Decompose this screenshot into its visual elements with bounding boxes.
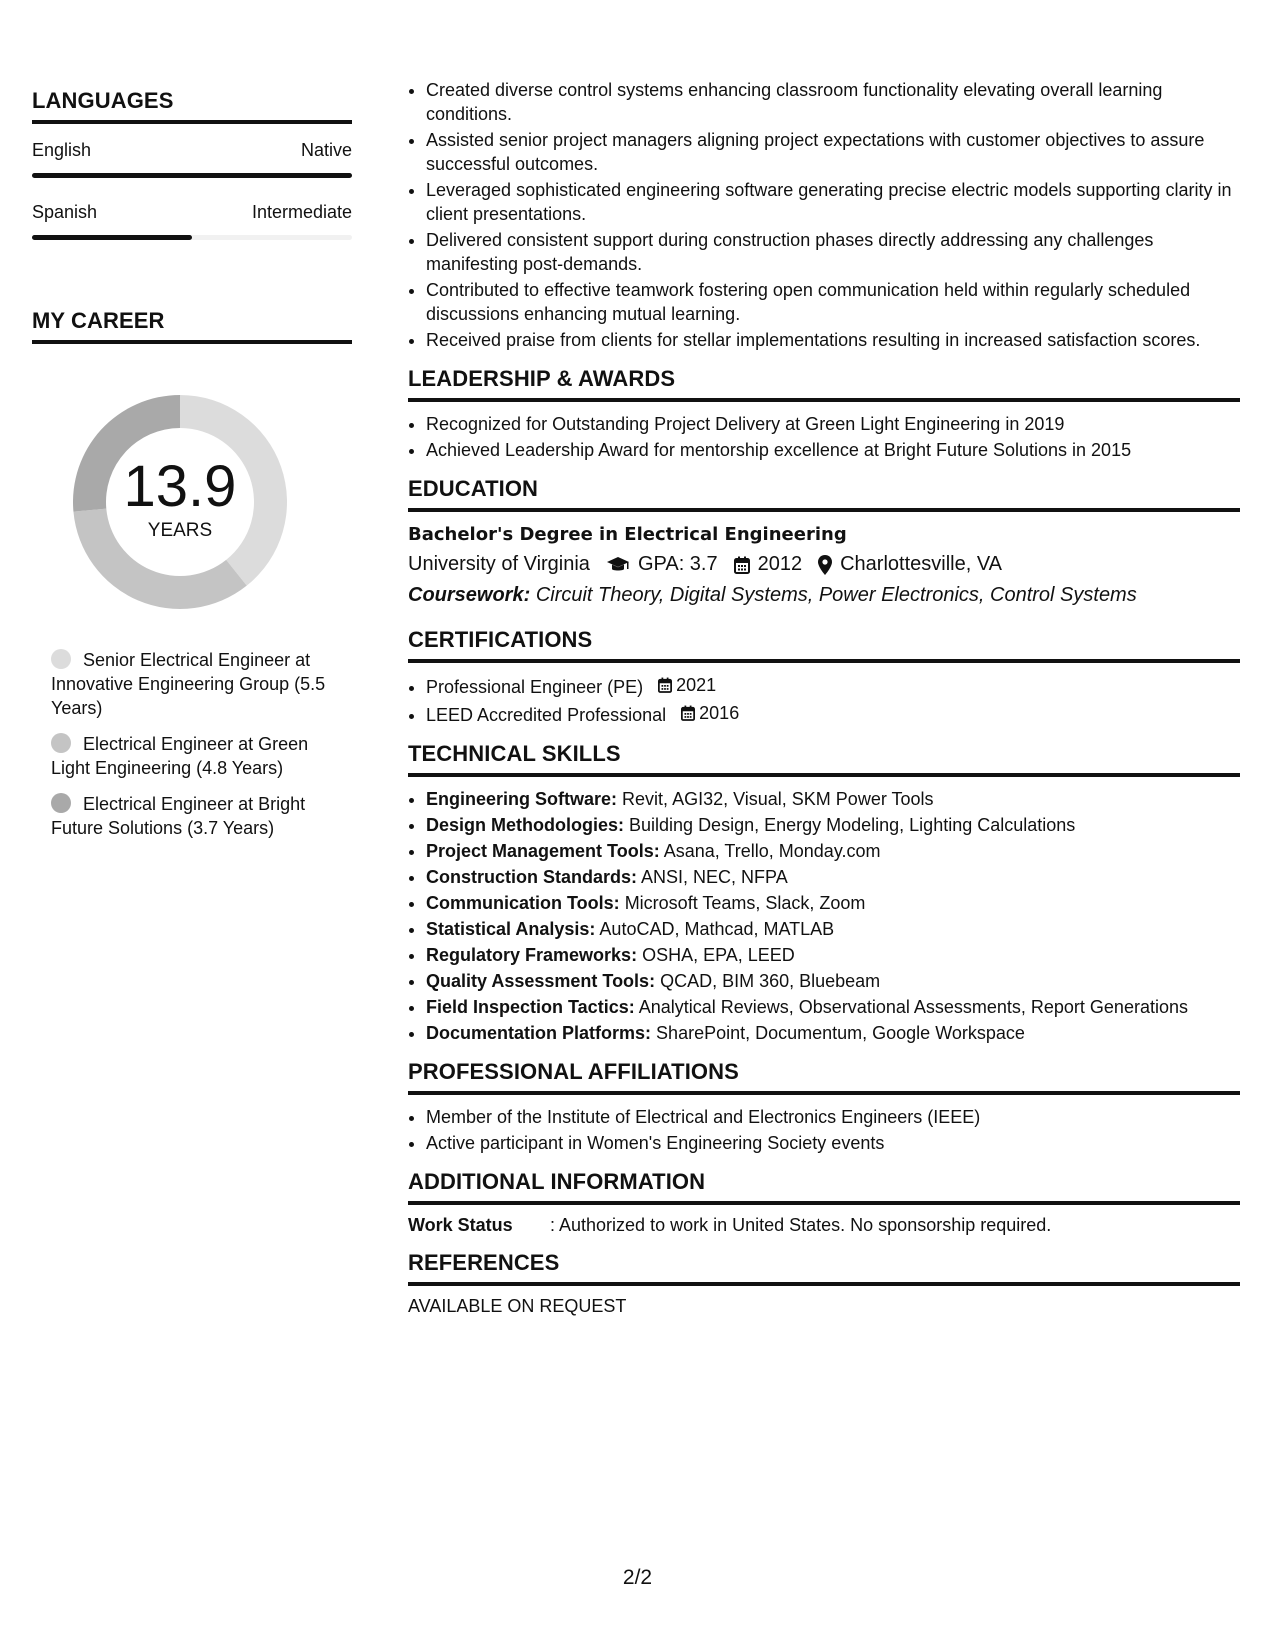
education-gpa: GPA: 3.7 — [637, 553, 718, 575]
education-details — [408, 553, 1240, 576]
affiliations-title: PROFESSIONAL AFFILIATIONS — [408, 1059, 1240, 1095]
skill-label: Regulatory Frameworks: — [426, 945, 638, 965]
education-location: Charlottesville, VA — [840, 553, 1003, 575]
career-years-unit: YEARS — [147, 520, 213, 541]
coursework-label: Coursework: — [408, 584, 531, 606]
certifications-list — [408, 673, 1240, 727]
language-name: English — [32, 140, 92, 160]
skill-label: Construction Standards: — [426, 867, 638, 887]
career-legend — [32, 648, 352, 840]
affiliations-list — [408, 1105, 1240, 1155]
leadership-item: • Recognized for Outstanding Project Delivery at Green Light Engineering in 2019 — [426, 412, 1240, 436]
skill-value: ANSI, NEC, NFPA — [641, 867, 788, 887]
skill-item — [426, 943, 1240, 967]
skill-item — [426, 839, 1240, 863]
legend-dot-icon — [51, 793, 71, 813]
language-level: Native — [300, 140, 352, 160]
certification-year: 2021 — [676, 675, 717, 695]
location-pin-icon — [818, 555, 832, 575]
skill-label: Statistical Analysis: — [426, 919, 596, 939]
legend-dot-icon — [51, 733, 71, 753]
skills-list — [408, 787, 1240, 1045]
language-level: Intermediate — [251, 202, 352, 222]
skill-item — [426, 969, 1240, 993]
skill-item — [426, 787, 1240, 811]
references-text: AVAILABLE ON REQUEST — [408, 1296, 627, 1316]
languages-title: LANGUAGES — [32, 88, 352, 124]
skill-value: Microsoft Teams, Slack, Zoom — [624, 893, 866, 913]
skill-label: Design Methodologies: — [426, 815, 624, 835]
calendar-icon — [681, 705, 695, 721]
skill-label: Documentation Platforms: — [426, 1023, 652, 1043]
skill-value: Building Design, Energy Modeling, Lighting Calculations — [629, 815, 1076, 835]
affiliation-item: • Active participant in Women's Engineering Society events — [426, 1131, 1240, 1155]
skill-item — [426, 1021, 1240, 1045]
legend-dot-icon — [51, 649, 71, 669]
career-title: MY CAREER — [32, 308, 352, 344]
experience-bullet: • Assisted senior project managers aligning project expectations with customer objectives to assure successful outcomes. — [426, 128, 1240, 176]
calendar-icon — [734, 556, 750, 574]
certification-name: LEED Accredited Professional — [426, 705, 667, 725]
career-legend-item — [51, 732, 352, 780]
career-legend-item — [51, 792, 352, 840]
skill-item — [426, 813, 1240, 837]
skill-label: Communication Tools: — [426, 893, 620, 913]
skill-item — [426, 995, 1240, 1019]
education-year: 2012 — [757, 553, 803, 575]
skills-title: TECHNICAL SKILLS — [408, 741, 1240, 777]
skill-value: Revit, AGI32, Visual, SKM Power Tools — [622, 789, 934, 809]
career-legend-label: Senior Electrical Engineer at Innovative Engineering Group (5.5 Years) — [51, 650, 326, 718]
language-proficiency-fill — [32, 235, 192, 240]
certification-name: Professional Engineer (PE) — [426, 677, 644, 697]
language-proficiency-fill — [32, 173, 352, 178]
career-legend-label: Electrical Engineer at Green Light Engineering (4.8 Years) — [51, 734, 309, 778]
skill-label: Field Inspection Tactics: — [426, 997, 635, 1017]
language-proficiency-bar — [32, 235, 352, 240]
experience-bullet: • Contributed to effective teamwork fostering open communication held within regularly scheduled discussions enhancing mutual learning. — [426, 278, 1240, 326]
language-name: Spanish — [32, 202, 98, 222]
certifications-title: CERTIFICATIONS — [408, 627, 1240, 663]
coursework-value: Circuit Theory, Digital Systems, Power Electronics, Control Systems — [535, 584, 1137, 606]
language-item-english — [32, 140, 352, 178]
work-status-label: Work Status — [408, 1215, 513, 1235]
language-item-spanish — [32, 202, 352, 240]
graduation-cap-icon — [606, 556, 630, 574]
skill-value: AutoCAD, Mathcad, MATLAB — [599, 919, 835, 939]
experience-bullets — [408, 78, 1240, 352]
career-total-years: 13.9 — [123, 454, 237, 519]
education-school: University of Virginia — [408, 553, 590, 575]
experience-bullet: • Delivered consistent support during construction phases directly addressing any challenges manifesting post-demands. — [426, 228, 1240, 276]
skill-label: Project Management Tools: — [426, 841, 660, 861]
certification-item — [426, 701, 1240, 727]
skill-item — [426, 891, 1240, 915]
career-legend-label: Electrical Engineer at Bright Future Solutions (3.7 Years) — [51, 794, 306, 838]
education-degree: Bachelor's Degree in Electrical Engineering — [408, 524, 847, 545]
references-title: REFERENCES — [408, 1250, 1240, 1286]
skill-value: QCAD, BIM 360, Bluebeam — [660, 971, 881, 991]
career-donut-chart — [66, 388, 294, 616]
skill-item — [426, 865, 1240, 889]
skill-label: Engineering Software: — [426, 789, 618, 809]
right-column — [408, 78, 1240, 1317]
certification-item — [426, 673, 1240, 699]
page-number: 2/2 — [622, 1566, 653, 1589]
additional-info-title: ADDITIONAL INFORMATION — [408, 1169, 1240, 1205]
leadership-item: • Achieved Leadership Award for mentorship excellence at Bright Future Solutions in 2015 — [426, 438, 1240, 462]
skill-value: Analytical Reviews, Observational Assessments, Report Generations — [638, 997, 1188, 1017]
work-status-row — [408, 1215, 1240, 1236]
left-column — [32, 88, 352, 852]
experience-bullet: • Leveraged sophisticated engineering software generating precise electric models supporting clarity in client presentations. — [426, 178, 1240, 226]
language-proficiency-bar — [32, 173, 352, 178]
skill-value: SharePoint, Documentum, Google Workspace — [656, 1023, 1025, 1043]
affiliation-item: • Member of the Institute of Electrical and Electronics Engineers (IEEE) — [426, 1105, 1240, 1129]
career-legend-item — [51, 648, 352, 720]
experience-bullet: • Created diverse control systems enhancing classroom functionality elevating overall learning conditions. — [426, 78, 1240, 126]
leadership-title: LEADERSHIP & AWARDS — [408, 366, 1240, 402]
skill-label: Quality Assessment Tools: — [426, 971, 656, 991]
work-status-value: : Authorized to work in United States. No sponsorship required. — [550, 1215, 1052, 1235]
education-title: EDUCATION — [408, 476, 1240, 512]
education-coursework — [408, 584, 1240, 607]
certification-year: 2016 — [699, 703, 740, 723]
skill-item — [426, 917, 1240, 941]
skill-value: OSHA, EPA, LEED — [642, 945, 795, 965]
leadership-list — [408, 412, 1240, 462]
skill-value: Asana, Trello, Monday.com — [663, 841, 881, 861]
experience-bullet: • Received praise from clients for stellar implementations resulting in increased satisfaction scores. — [426, 328, 1240, 352]
calendar-icon — [658, 677, 672, 693]
